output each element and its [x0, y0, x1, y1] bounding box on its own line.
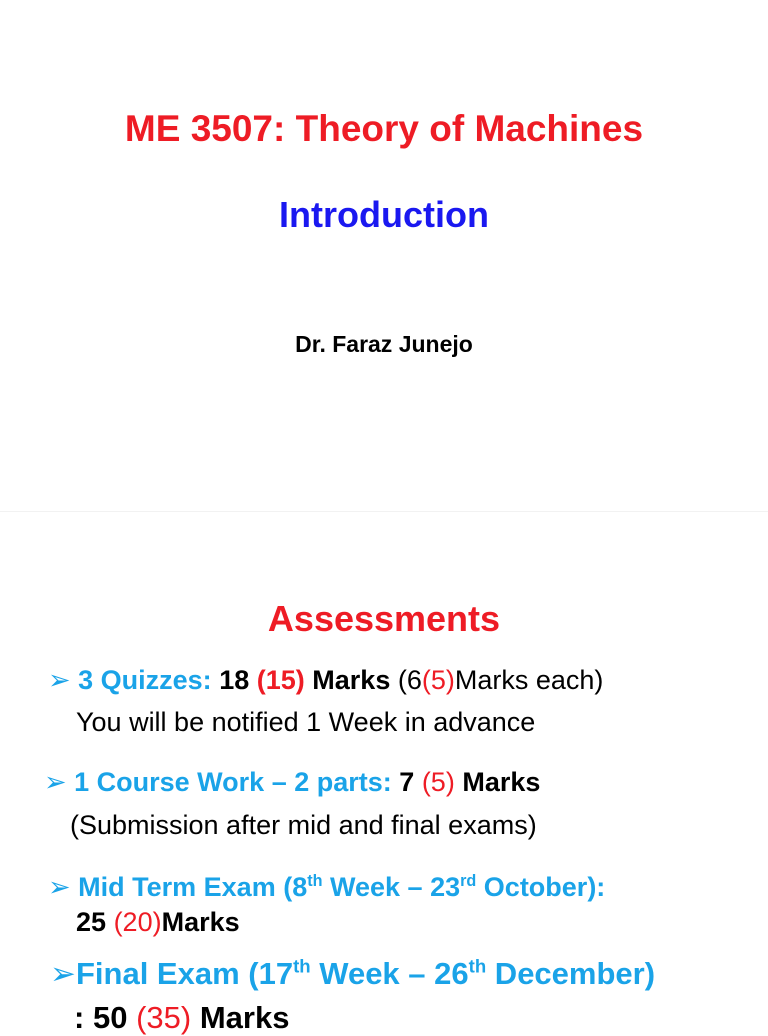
arrow-bullet-icon: ➢ — [48, 872, 71, 902]
arrow-bullet-icon: ➢ — [48, 665, 71, 695]
arrow-bullet-icon: ➢ — [50, 956, 76, 991]
midterm-marks-alt: (20) — [113, 907, 162, 937]
author-name: Dr. Faraz Junejo — [295, 331, 473, 357]
lecture-subtitle: Introduction — [279, 194, 489, 235]
midterm-label: Mid Term Exam (8th Week – 23rd October): — [78, 872, 606, 902]
coursework-label: 1 Course Work – 2 parts: — [74, 767, 392, 797]
midterm-marks: 25 — [76, 907, 107, 937]
quizzes-item — [48, 665, 603, 696]
final-marks-line — [74, 1000, 289, 1036]
coursework-marks: 7 — [399, 767, 415, 797]
quizzes-note: You will be notified 1 Week in advance — [76, 707, 536, 737]
midterm-marks-word: Marks — [161, 907, 240, 937]
final-marks-word: Marks — [199, 1000, 290, 1035]
final-colon: : — [74, 1000, 85, 1035]
quizzes-each-alt: (5) — [421, 665, 455, 695]
assessments-heading: Assessments — [267, 598, 501, 639]
coursework-marks-alt: (5) — [421, 767, 455, 797]
title-slide — [0, 0, 768, 512]
course-title: ME 3507: Theory of Machines — [124, 108, 644, 149]
assessments-slide — [0, 512, 768, 1035]
arrow-bullet-icon: ➢ — [44, 767, 67, 797]
quizzes-marks: 18 — [219, 665, 250, 695]
midterm-item — [48, 872, 605, 903]
final-item — [50, 956, 655, 992]
final-marks-alt: (35) — [136, 1000, 192, 1035]
quizzes-each-open: (6 — [397, 665, 422, 695]
quizzes-each-close: Marks each) — [454, 665, 604, 695]
coursework-marks-word: Marks — [462, 767, 541, 797]
midterm-marks-line — [76, 907, 240, 938]
quizzes-marks-alt: (15) — [256, 665, 305, 695]
final-marks: 50 — [92, 1000, 128, 1035]
coursework-note: (Submission after mid and final exams) — [70, 810, 537, 840]
quizzes-marks-word: Marks — [312, 665, 391, 695]
coursework-item — [44, 767, 540, 798]
final-label: ➢Final Exam (17th Week – 26th December) — [50, 955, 656, 991]
quizzes-label: 3 Quizzes: — [78, 665, 212, 695]
